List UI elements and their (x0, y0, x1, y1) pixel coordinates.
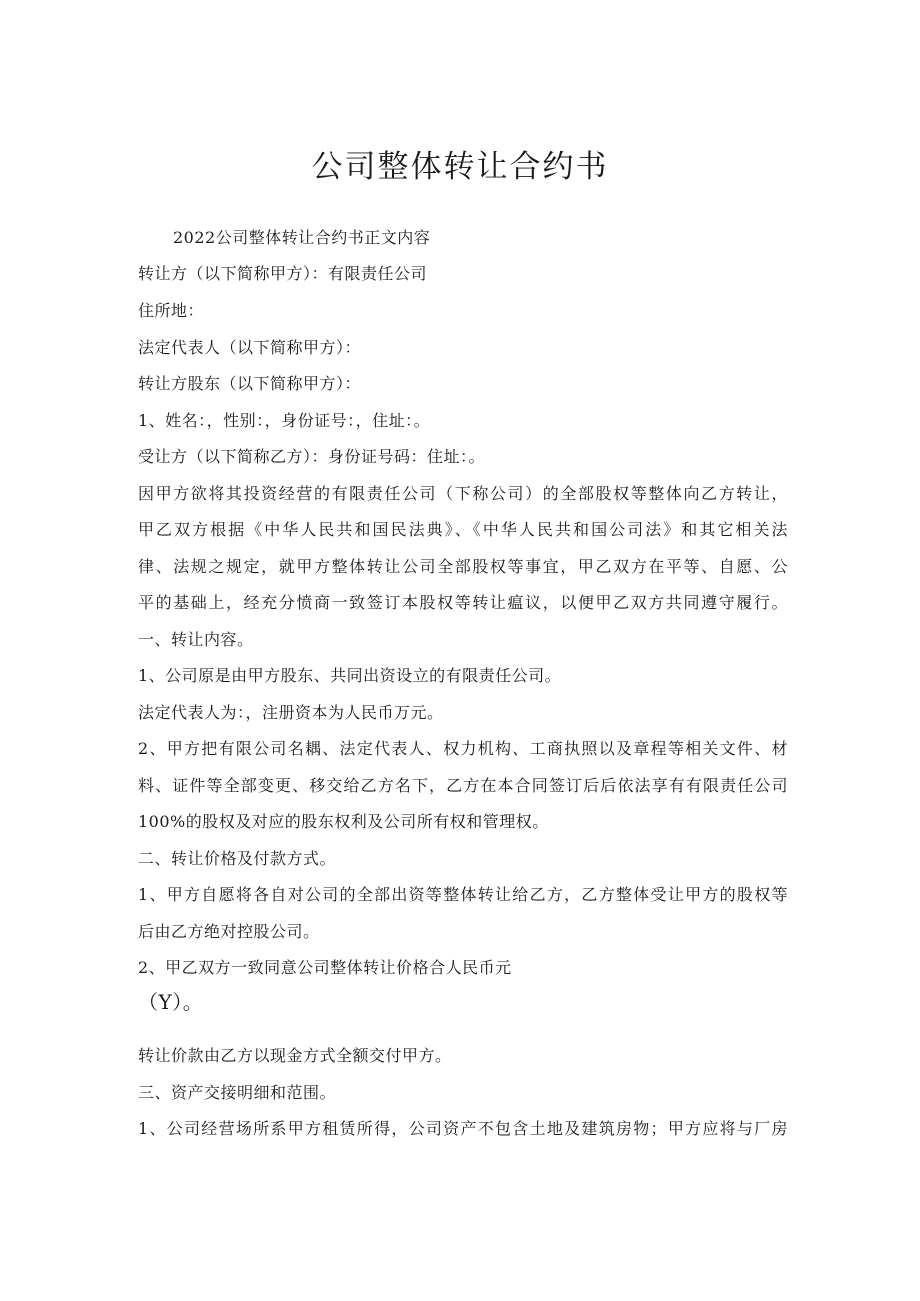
paragraph-line: 平的基础上，经充分愤商一致签订本股权等转让瘟议，以便甲乙双方共同遵守履行。 (138, 593, 788, 612)
clause-line: 料、证件等全部变更、移交给乙方名下，乙方在本合同签订后后依法享有有限责任公司 (138, 776, 788, 795)
document-title: 公司整体转让合约书 (311, 149, 609, 185)
subtitle-line: 2022公司整体转让合约书正文内容 (173, 228, 431, 247)
clause-line: 转让价款由乙方以现金方式全额交付甲方。 (138, 1046, 452, 1065)
clause-line: 1、公司原是由甲方股东、共同出资设立的有限责任公司。 (138, 666, 562, 685)
clause-line: 法定代表人为：，注册资本为人民币万元。 (138, 703, 444, 722)
paragraph-line: 因甲方欲将其投资经营的有限责任公司（下称公司）的全部股权等整体向乙方转让， (138, 484, 788, 503)
transferee-line: 受让方（以下简称乙方）：身份证号码：住址：。 (138, 447, 486, 466)
paragraph-line: 甲乙双方根据《中华人民共和国民法典》、《中华人民共和国公司法》和其它相关法 (138, 520, 788, 539)
transferor-line: 转让方（以下简称甲方）：有限责任公司 (138, 264, 428, 283)
shareholder-line: 转让方股东（以下简称甲方）： (138, 374, 362, 393)
clause-line: 100%的股权及对应的股东权利及公司所有权和管理权。 (138, 812, 549, 831)
section-heading: 二、转让价格及付款方式。 (138, 849, 337, 868)
legal-rep-line: 法定代表人（以下简称甲方）： (138, 338, 362, 357)
clause-line: （Y）。 (138, 990, 204, 1014)
section-heading: 一、转让内容。 (138, 630, 254, 649)
clause-line: 2、甲方把有限公司名耦、法定代表人、权力机构、工商执照以及章程等相关文件、材 (138, 739, 788, 758)
address-line: 住所地： (138, 301, 205, 320)
clause-line: 1、公司经营场所系甲方租赁所得，公司资产不包含土地及建筑房物；甲方应将与厂房 (138, 1119, 788, 1138)
shareholder-info-line: 1、姓名：，性别：，身份证号：，住址：。 (138, 411, 431, 430)
clause-line: 后由乙方绝对控股公司。 (138, 922, 320, 941)
paragraph-line: 律、法规之规定，就甲方整体转让公司全部股权等事宜，甲乙双方在平等、自愿、公 (138, 557, 788, 576)
clause-line: 2、甲乙双方一致同意公司整体转让价格合人民币元 (138, 958, 512, 977)
section-heading: 三、资产交接明细和范围。 (138, 1083, 337, 1102)
clause-line: 1、甲方自愿将各自对公司的全部出资等整体转让给乙方，乙方整体受让甲方的股权等 (138, 885, 788, 904)
